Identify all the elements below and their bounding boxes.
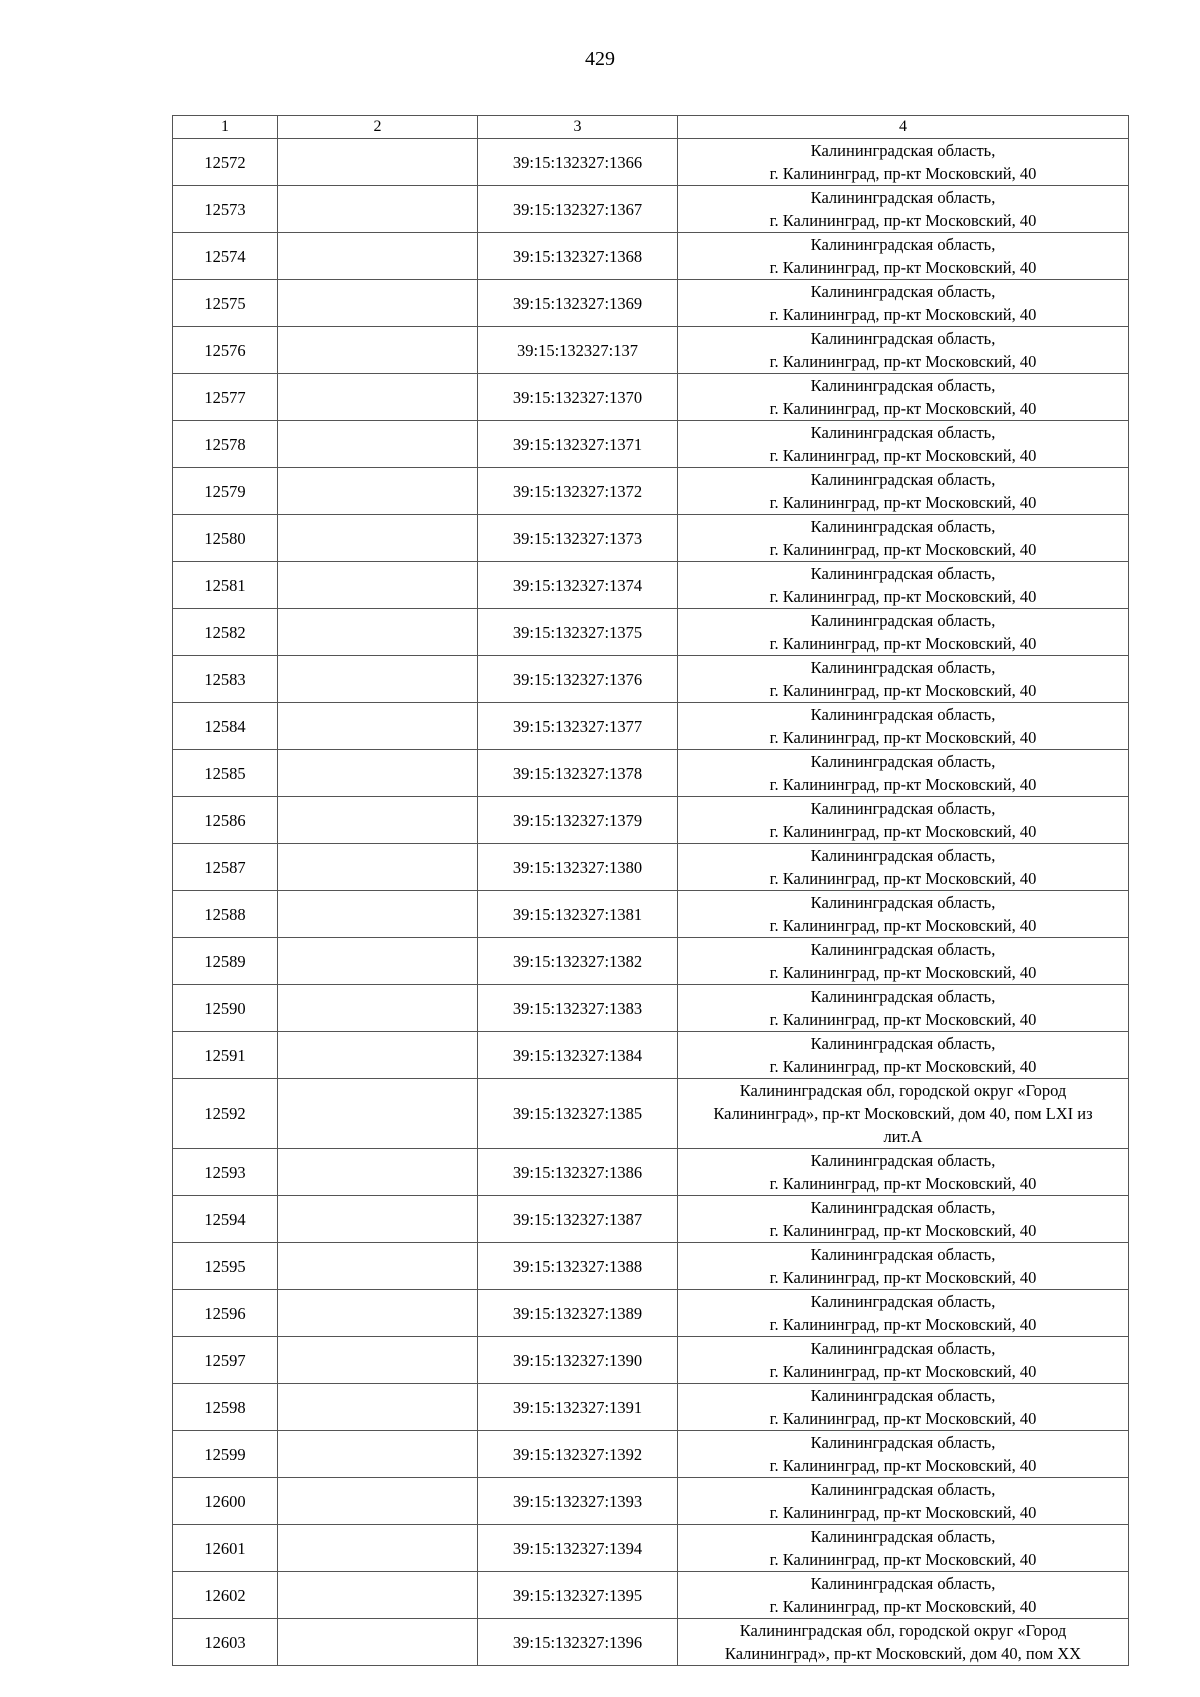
address-line: г. Калининград, пр-кт Московский, 40 (769, 1550, 1037, 1569)
address-cell (678, 797, 1129, 844)
cadastral-number-cell: 39:15:132327:1391 (478, 1384, 678, 1431)
address-line: г. Калининград, пр-кт Московский, 40 (769, 963, 1037, 982)
row-number-cell: 12579 (173, 468, 278, 515)
row-number-cell: 12574 (173, 233, 278, 280)
cadastral-number-cell: 39:15:132327:1390 (478, 1337, 678, 1384)
table-row (173, 1290, 1129, 1337)
table-row (173, 1243, 1129, 1290)
header-cell-3: 3 (478, 116, 678, 139)
address-line: Калининградская обл, городской округ «Город (739, 1081, 1067, 1100)
cadastral-number-cell: 39:15:132327:1369 (478, 280, 678, 327)
empty-cell (278, 985, 478, 1032)
empty-cell (278, 186, 478, 233)
address-cell (678, 280, 1129, 327)
cadastral-number-cell: 39:15:132327:1378 (478, 750, 678, 797)
empty-cell (278, 1290, 478, 1337)
address-cell (678, 186, 1129, 233)
address-line: г. Калининград, пр-кт Московский, 40 (769, 634, 1037, 653)
table-row (173, 562, 1129, 609)
address-cell (678, 1619, 1129, 1666)
address-cell (678, 844, 1129, 891)
table-row (173, 327, 1129, 374)
address-line: Калининградская область, (810, 1034, 996, 1053)
address-cell (678, 703, 1129, 750)
empty-cell (278, 1525, 478, 1572)
address-line: Калининградская область, (810, 470, 996, 489)
row-number-cell: 12583 (173, 656, 278, 703)
address-line: Калининградская область, (810, 752, 996, 771)
cadastral-number-cell: 39:15:132327:1367 (478, 186, 678, 233)
cadastral-number-cell: 39:15:132327:1375 (478, 609, 678, 656)
table-row (173, 656, 1129, 703)
address-line: Калининградская область, (810, 376, 996, 395)
row-number-cell: 12590 (173, 985, 278, 1032)
address-cell (678, 1478, 1129, 1525)
cadastral-number-cell: 39:15:132327:1374 (478, 562, 678, 609)
empty-cell (278, 139, 478, 186)
row-number-cell: 12599 (173, 1431, 278, 1478)
address-cell (678, 938, 1129, 985)
address-cell (678, 656, 1129, 703)
address-line: г. Калининград, пр-кт Московский, 40 (769, 869, 1037, 888)
empty-cell (278, 468, 478, 515)
address-line: лит.А (883, 1127, 923, 1146)
address-line: Калининградская область, (810, 1386, 996, 1405)
address-line: г. Калининград, пр-кт Московский, 40 (769, 352, 1037, 371)
address-cell (678, 233, 1129, 280)
empty-cell (278, 562, 478, 609)
row-number-cell: 12593 (173, 1149, 278, 1196)
table-row (173, 233, 1129, 280)
address-line: г. Калининград, пр-кт Московский, 40 (769, 1221, 1037, 1240)
address-line: г. Калининград, пр-кт Московский, 40 (769, 822, 1037, 841)
empty-cell (278, 1243, 478, 1290)
row-number-cell: 12577 (173, 374, 278, 421)
address-line: Калининградская область, (810, 611, 996, 630)
address-line: г. Калининград, пр-кт Московский, 40 (769, 258, 1037, 277)
row-number-cell: 12597 (173, 1337, 278, 1384)
address-cell (678, 1384, 1129, 1431)
address-line: Калининградская область, (810, 658, 996, 677)
cadastral-number-cell: 39:15:132327:1382 (478, 938, 678, 985)
empty-cell (278, 938, 478, 985)
address-line: г. Калининград, пр-кт Московский, 40 (769, 1010, 1037, 1029)
address-line: г. Калининград, пр-кт Московский, 40 (769, 1503, 1037, 1522)
row-number-cell: 12598 (173, 1384, 278, 1431)
cadastral-number-cell: 39:15:132327:1380 (478, 844, 678, 891)
table-row (173, 1572, 1129, 1619)
address-line: Калининград», пр-кт Московский, дом 40, пом XX (724, 1644, 1082, 1663)
table-row (173, 1196, 1129, 1243)
address-line: Калининградская область, (810, 1198, 996, 1217)
address-line: г. Калининград, пр-кт Московский, 40 (769, 1597, 1037, 1616)
address-line: г. Калининград, пр-кт Московский, 40 (769, 1057, 1037, 1076)
row-number-cell: 12582 (173, 609, 278, 656)
row-number-cell: 12592 (173, 1079, 278, 1149)
table-row (173, 797, 1129, 844)
address-line: Калининградская область, (810, 1151, 996, 1170)
address-line: Калининград», пр-кт Московский, дом 40, пом LXI из (713, 1104, 1093, 1123)
address-line: г. Калининград, пр-кт Московский, 40 (769, 1174, 1037, 1193)
address-cell (678, 374, 1129, 421)
address-line: Калининградская область, (810, 329, 996, 348)
address-cell (678, 1243, 1129, 1290)
cadastral-number-cell: 39:15:132327:1383 (478, 985, 678, 1032)
cadastral-number-cell: 39:15:132327:1396 (478, 1619, 678, 1666)
cadastral-number-cell: 39:15:132327:137 (478, 327, 678, 374)
address-line: Калининградская область, (810, 940, 996, 959)
table-row (173, 374, 1129, 421)
cadastral-number-cell: 39:15:132327:1372 (478, 468, 678, 515)
address-line: Калининградская область, (810, 1339, 996, 1358)
table-row (173, 421, 1129, 468)
address-line: г. Калининград, пр-кт Московский, 40 (769, 446, 1037, 465)
page-number: 429 (585, 48, 615, 70)
table-row (173, 1337, 1129, 1384)
address-line: Калининградская область, (810, 1480, 996, 1499)
row-number-cell: 12601 (173, 1525, 278, 1572)
empty-cell (278, 656, 478, 703)
address-cell (678, 421, 1129, 468)
row-number-cell: 12585 (173, 750, 278, 797)
table-row (173, 1478, 1129, 1525)
address-line: г. Калининград, пр-кт Московский, 40 (769, 681, 1037, 700)
row-number-cell: 12595 (173, 1243, 278, 1290)
address-line: г. Калининград, пр-кт Московский, 40 (769, 1362, 1037, 1381)
address-line: Калининградская область, (810, 235, 996, 254)
row-number-cell: 12602 (173, 1572, 278, 1619)
cadastral-number-cell: 39:15:132327:1385 (478, 1079, 678, 1149)
table-row (173, 985, 1129, 1032)
empty-cell (278, 1572, 478, 1619)
address-line: г. Калининград, пр-кт Московский, 40 (769, 399, 1037, 418)
address-line: Калининградская область, (810, 564, 996, 583)
address-line: Калининградская область, (810, 188, 996, 207)
header-cell-2: 2 (278, 116, 478, 139)
address-cell (678, 515, 1129, 562)
cadastral-number-cell: 39:15:132327:1366 (478, 139, 678, 186)
empty-cell (278, 1478, 478, 1525)
address-cell (678, 139, 1129, 186)
row-number-cell: 12584 (173, 703, 278, 750)
address-line: Калининградская область, (810, 846, 996, 865)
address-line: г. Калининград, пр-кт Московский, 40 (769, 1456, 1037, 1475)
address-line: Калининградская область, (810, 893, 996, 912)
row-number-cell: 12589 (173, 938, 278, 985)
address-cell (678, 562, 1129, 609)
address-cell (678, 985, 1129, 1032)
table-row (173, 1431, 1129, 1478)
empty-cell (278, 891, 478, 938)
cadastral-number-cell: 39:15:132327:1384 (478, 1032, 678, 1079)
address-cell (678, 750, 1129, 797)
address-line: г. Калининград, пр-кт Московский, 40 (769, 1315, 1037, 1334)
table-row (173, 186, 1129, 233)
row-number-cell: 12600 (173, 1478, 278, 1525)
table-row (173, 703, 1129, 750)
table-row (173, 280, 1129, 327)
address-line: Калининградская область, (810, 705, 996, 724)
row-number-cell: 12603 (173, 1619, 278, 1666)
cadastral-number-cell: 39:15:132327:1377 (478, 703, 678, 750)
address-cell (678, 1337, 1129, 1384)
cadastral-number-cell: 39:15:132327:1386 (478, 1149, 678, 1196)
cadastral-number-cell: 39:15:132327:1388 (478, 1243, 678, 1290)
address-line: Калининградская область, (810, 1433, 996, 1452)
address-cell (678, 1525, 1129, 1572)
address-line: г. Калининград, пр-кт Московский, 40 (769, 164, 1037, 183)
address-line: Калининградская область, (810, 799, 996, 818)
table-row (173, 1619, 1129, 1666)
empty-cell (278, 797, 478, 844)
address-line: г. Калининград, пр-кт Московский, 40 (769, 587, 1037, 606)
empty-cell (278, 233, 478, 280)
address-cell (678, 1032, 1129, 1079)
empty-cell (278, 421, 478, 468)
table-row (173, 844, 1129, 891)
registry-table-body (173, 116, 1129, 1666)
address-line: г. Калининград, пр-кт Московский, 40 (769, 728, 1037, 747)
table-row (173, 139, 1129, 186)
address-cell (678, 1431, 1129, 1478)
address-cell (678, 891, 1129, 938)
empty-cell (278, 515, 478, 562)
address-line: г. Калининград, пр-кт Московский, 40 (769, 775, 1037, 794)
cadastral-number-cell: 39:15:132327:1370 (478, 374, 678, 421)
cadastral-number-cell: 39:15:132327:1394 (478, 1525, 678, 1572)
address-line: Калининградская область, (810, 1574, 996, 1593)
empty-cell (278, 750, 478, 797)
table-row (173, 1032, 1129, 1079)
address-cell (678, 327, 1129, 374)
empty-cell (278, 703, 478, 750)
empty-cell (278, 1431, 478, 1478)
address-line: Калининградская область, (810, 987, 996, 1006)
row-number-cell: 12573 (173, 186, 278, 233)
cadastral-number-cell: 39:15:132327:1373 (478, 515, 678, 562)
table-row (173, 1149, 1129, 1196)
cadastral-number-cell: 39:15:132327:1379 (478, 797, 678, 844)
header-cell-4: 4 (678, 116, 1129, 139)
address-line: г. Калининград, пр-кт Московский, 40 (769, 1409, 1037, 1428)
address-line: Калининградская обл, городской округ «Город (739, 1621, 1067, 1640)
address-line: г. Калининград, пр-кт Московский, 40 (769, 540, 1037, 559)
address-line: Калининградская область, (810, 1527, 996, 1546)
table-row (173, 750, 1129, 797)
row-number-cell: 12594 (173, 1196, 278, 1243)
empty-cell (278, 1619, 478, 1666)
cadastral-number-cell: 39:15:132327:1393 (478, 1478, 678, 1525)
row-number-cell: 12578 (173, 421, 278, 468)
cadastral-number-cell: 39:15:132327:1381 (478, 891, 678, 938)
table-row (173, 1384, 1129, 1431)
empty-cell (278, 1196, 478, 1243)
address-line: Калининградская область, (810, 1292, 996, 1311)
address-line: Калининградская область, (810, 517, 996, 536)
address-cell (678, 1196, 1129, 1243)
empty-cell (278, 1337, 478, 1384)
address-cell (678, 468, 1129, 515)
address-cell (678, 1149, 1129, 1196)
address-cell (678, 1290, 1129, 1337)
row-number-cell: 12580 (173, 515, 278, 562)
cadastral-number-cell: 39:15:132327:1376 (478, 656, 678, 703)
address-line: Калининградская область, (810, 141, 996, 160)
empty-cell (278, 844, 478, 891)
empty-cell (278, 374, 478, 421)
row-number-cell: 12587 (173, 844, 278, 891)
row-number-cell: 12586 (173, 797, 278, 844)
cadastral-number-cell: 39:15:132327:1395 (478, 1572, 678, 1619)
table-row (173, 468, 1129, 515)
address-line: Калининградская область, (810, 423, 996, 442)
empty-cell (278, 327, 478, 374)
address-cell (678, 609, 1129, 656)
row-number-cell: 12596 (173, 1290, 278, 1337)
row-number-cell: 12591 (173, 1032, 278, 1079)
empty-cell (278, 1149, 478, 1196)
address-line: Калининградская область, (810, 282, 996, 301)
address-line: г. Калининград, пр-кт Московский, 40 (769, 493, 1037, 512)
registry-table (172, 115, 1129, 1666)
empty-cell (278, 1032, 478, 1079)
table-row (173, 515, 1129, 562)
table-header-row (173, 116, 1129, 139)
row-number-cell: 12581 (173, 562, 278, 609)
empty-cell (278, 1079, 478, 1149)
address-line: г. Калининград, пр-кт Московский, 40 (769, 211, 1037, 230)
address-line: Калининградская область, (810, 1245, 996, 1264)
address-line: г. Калининград, пр-кт Московский, 40 (769, 916, 1037, 935)
address-cell (678, 1572, 1129, 1619)
cadastral-number-cell: 39:15:132327:1387 (478, 1196, 678, 1243)
cadastral-number-cell: 39:15:132327:1368 (478, 233, 678, 280)
empty-cell (278, 609, 478, 656)
empty-cell (278, 1384, 478, 1431)
address-line: г. Калининград, пр-кт Московский, 40 (769, 305, 1037, 324)
cadastral-number-cell: 39:15:132327:1392 (478, 1431, 678, 1478)
row-number-cell: 12572 (173, 139, 278, 186)
row-number-cell: 12588 (173, 891, 278, 938)
header-cell-1: 1 (173, 116, 278, 139)
table-row (173, 1079, 1129, 1149)
empty-cell (278, 280, 478, 327)
row-number-cell: 12576 (173, 327, 278, 374)
table-row (173, 891, 1129, 938)
table-row (173, 609, 1129, 656)
row-number-cell: 12575 (173, 280, 278, 327)
address-line: г. Калининград, пр-кт Московский, 40 (769, 1268, 1037, 1287)
table-row (173, 938, 1129, 985)
cadastral-number-cell: 39:15:132327:1389 (478, 1290, 678, 1337)
address-cell (678, 1079, 1129, 1149)
table-row (173, 1525, 1129, 1572)
cadastral-number-cell: 39:15:132327:1371 (478, 421, 678, 468)
